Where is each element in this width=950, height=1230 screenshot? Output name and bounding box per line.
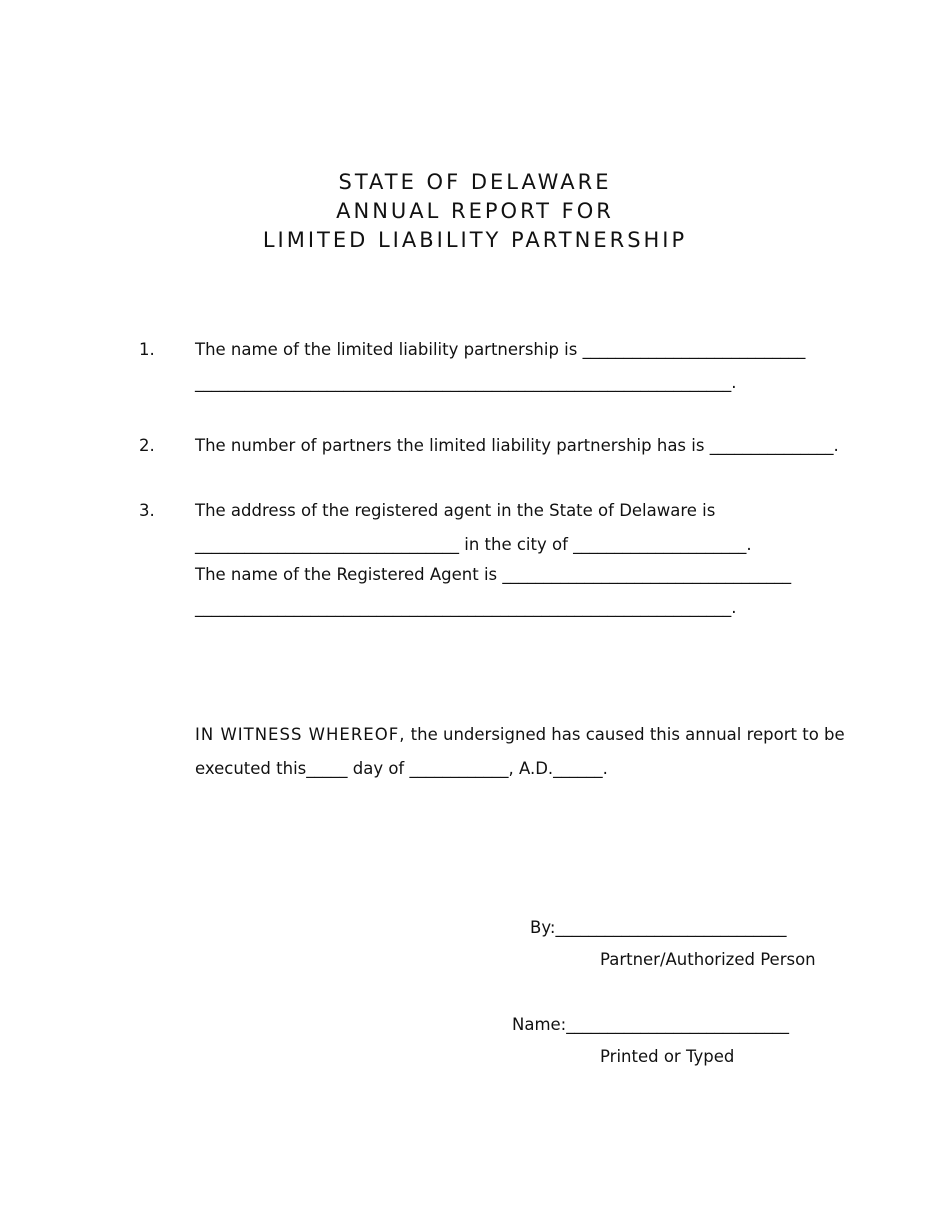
item-2-line-1: The number of partners the limited liability partnership has is _______________. — [195, 436, 839, 455]
witness-lead: IN WITNESS WHEREOF, — [195, 725, 406, 744]
witness-line-1 — [195, 725, 845, 744]
item-3-line-2: ________________________________ in the city of _____________________. — [195, 535, 752, 554]
signature-name-line: Name:___________________________ — [512, 1015, 789, 1034]
signature-by-caption: Partner/Authorized Person — [600, 950, 816, 969]
document-title — [0, 168, 950, 255]
item-1-line-1: The name of the limited liability partnership is ___________________________ — [195, 340, 806, 359]
item-1-number: 1. — [139, 340, 155, 359]
title-line-1: STATE OF DELAWARE — [338, 170, 612, 194]
item-3-line-1: The address of the registered agent in the State of Delaware is — [195, 501, 716, 520]
title-line-3: LIMITED LIABILITY PARTNERSHIP — [262, 228, 688, 252]
item-2-number: 2. — [139, 436, 155, 455]
item-3-line-4: _________________________________________________________________. — [195, 598, 737, 617]
signature-by-line: By:____________________________ — [530, 918, 787, 937]
item-1-line-2: _________________________________________________________________. — [195, 373, 737, 392]
title-line-2: ANNUAL REPORT FOR — [336, 199, 614, 223]
item-3-line-3: The name of the Registered Agent is ___________________________________ — [195, 565, 792, 584]
signature-name-caption: Printed or Typed — [600, 1047, 735, 1066]
item-3-number: 3. — [139, 501, 155, 520]
witness-rest: the undersigned has caused this annual report to be — [405, 725, 845, 744]
witness-line-2: executed this_____ day of ____________, A.D.______. — [195, 759, 608, 778]
